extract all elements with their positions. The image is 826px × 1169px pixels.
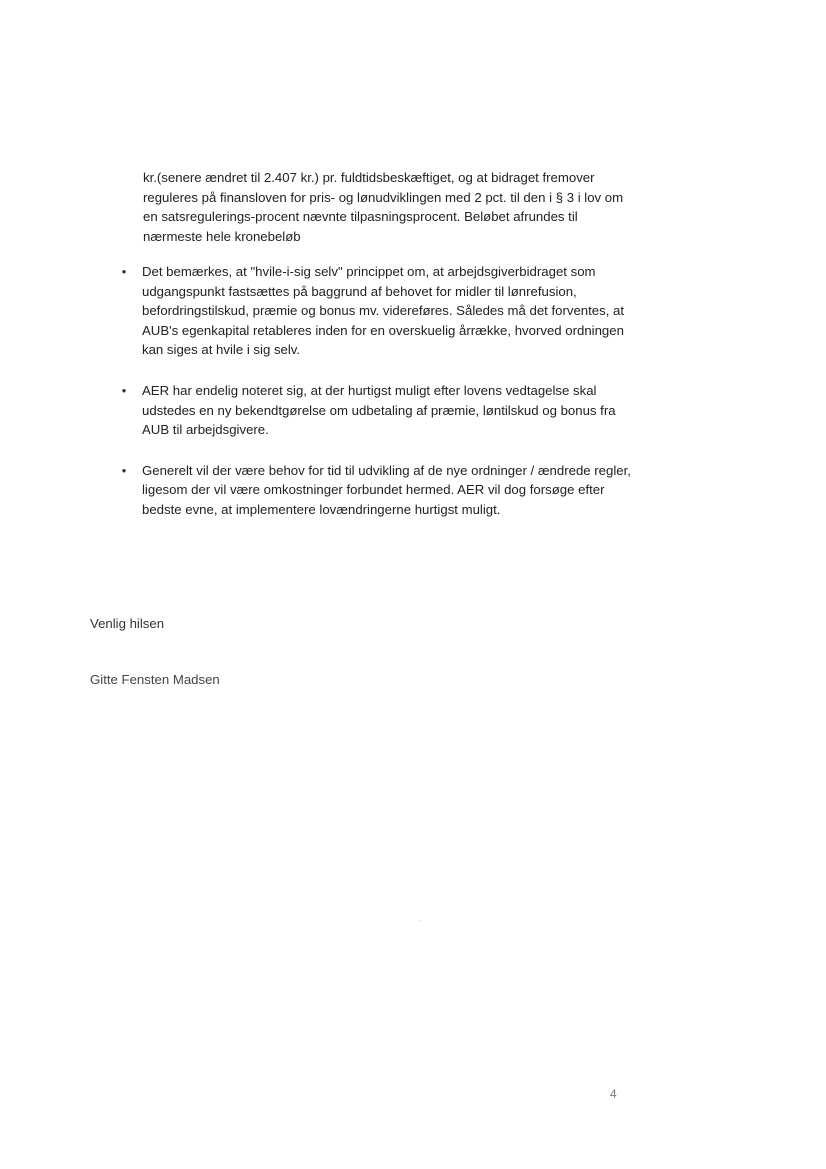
- continuation-paragraph: kr.(senere ændret til 2.407 kr.) pr. fuldtidsbeskæftiget, og at bidraget fremover reguleres på finansloven for pris- og lønudviklingen med 2 pct. til den i § 3 i lov om en satsregulerings-procent nævnte tilpasningsprocent. Beløbet afrundes til nærmeste hele kronebeløb: [143, 170, 624, 244]
- scan-speck: [420, 920, 421, 921]
- bullet-list: [116, 262, 636, 541]
- bullet-text: AER har endelig noteret sig, at der hurtigst muligt efter lovens vedtagelse skal udstedes en ny bekendtgørelse om udbetaling af præmie, løntilskud og bonus fra AUB til arbejdsgivere.: [142, 382, 616, 438]
- bullet-icon: •: [121, 462, 127, 478]
- closing-salutation: Venlig hilsen: [90, 616, 165, 631]
- bullet-text: Generelt vil der være behov for tid til udvikling af de nye ordninger / ændrede regler, ligesom der vil være omkostninger forbundet hermed. AER vil dog forsøge efter bedste evne, at implementere lovændringerne hurtigst muligt.: [142, 462, 631, 517]
- bullet-item: [116, 381, 636, 440]
- bullet-item: [116, 461, 636, 520]
- bullet-item: [116, 262, 636, 360]
- page-number: 4: [610, 1087, 617, 1101]
- bullet-text: Det bemærkes, at "hvile-i-sig selv" princippet om, at arbejdsgiverbidraget som udgangspunkt fastsættes på baggrund af behovet for midler til lønrefusion, befordringstilskud, præmie og bonus mv. videreføres. Således må det forventes, at AUB's egenkapital retableres inden for en overskuelig årrække, hvorved ordningen kan siges at hvile i sig selv.: [142, 264, 625, 358]
- bullet-icon: •: [121, 382, 127, 398]
- signature-name: Gitte Fensten Madsen: [90, 672, 220, 687]
- bullet-icon: •: [121, 264, 127, 279]
